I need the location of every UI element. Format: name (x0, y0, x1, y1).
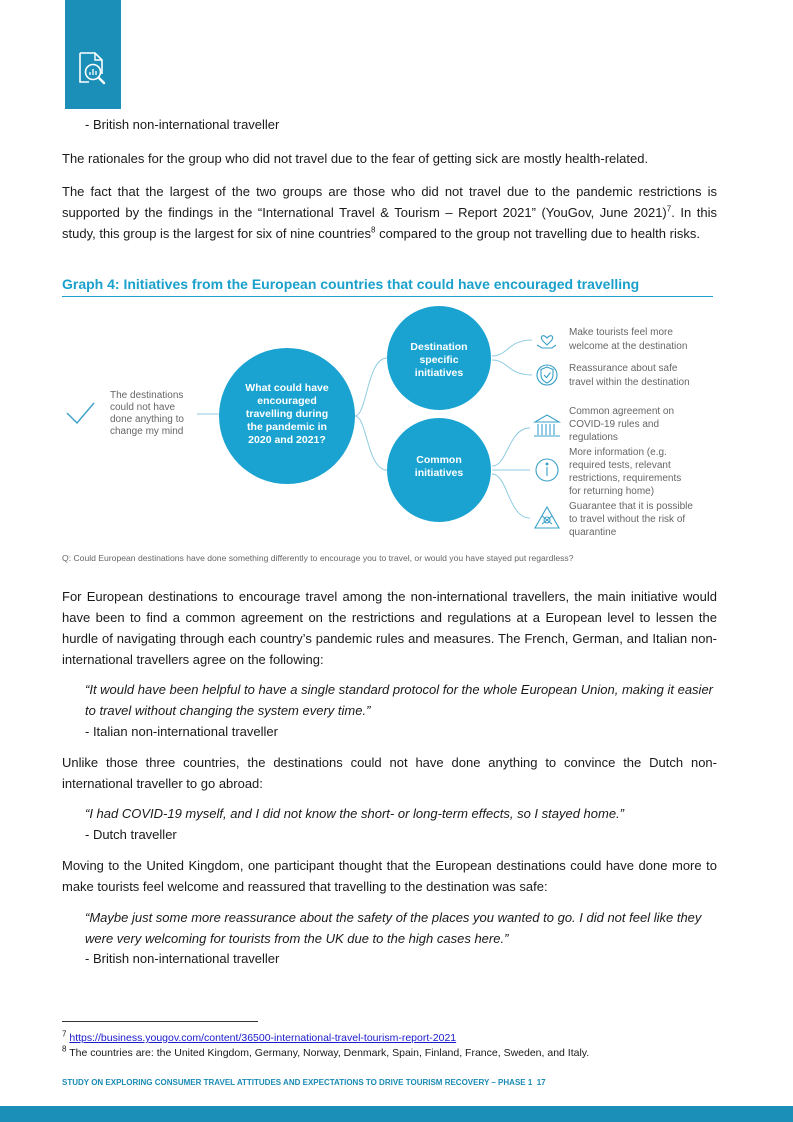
center-text (245, 382, 329, 446)
center-text-line: the pandemic in (247, 421, 327, 433)
item-text-line: Guarantee that it is possible (569, 501, 693, 512)
paragraph-uk: Moving to the United Kingdom, one participant thought that the European destinations could have done more to make tourists feel welcome and reassured that travelling to the destination was safe: (62, 858, 717, 894)
destination-label-line: initiatives (414, 367, 464, 379)
connector-line (355, 416, 387, 470)
footnote-ref-8[interactable]: 8 (371, 225, 376, 235)
paragraph-findings: The fact that the largest of the two groups are those who did not travel due to the pandemic restrictions is supported by the findings in the “International Travel & Tourism – Report 2021” (YouGov, June 2021)$^7$. In this study, this group is the largest for six of nine countries$^8$ compared to the group not travelling due to health risks. (62, 184, 717, 241)
left-note-line: could not have (110, 402, 176, 413)
footnote-7: $^7$ https://business.yougov.com/content/36500-international-travel-tourism-report-2021 (62, 1029, 457, 1044)
institution-icon (534, 415, 560, 436)
items-text (568, 327, 693, 538)
item-text-line: travel within the destination (569, 377, 690, 388)
center-text-line: 2020 and 2021? (248, 434, 326, 446)
item-text-line: Reassurance about safe (569, 363, 678, 374)
destination-label-line: specific (419, 354, 459, 366)
left-note (110, 390, 184, 437)
item-text-line: More information (e.g. (569, 447, 667, 458)
branch-lines (492, 340, 532, 518)
item-text-line: welcome at the destination (569, 341, 688, 352)
page-number: 17 (536, 1078, 546, 1087)
quote-dutch: “I had COVID-19 myself, and I did not know the short- or long-term effects, so I stayed home.” (85, 806, 625, 821)
common-label-line: Common (416, 454, 462, 466)
center-text-line: travelling during (245, 408, 329, 420)
paragraph-encourage: For European destinations to encourage travel among the non-international travellers, the main initiative would have been to find a common agreement on the restrictions and regulations at a European level to lessen the hurdle of navigating through each country’s pandemic rules and measures. The French, German, and Italian non-international travellers agree on the following: (62, 589, 717, 667)
item-text-line: restrictions, requirements (569, 473, 682, 484)
item-text-line: COVID-19 rules and (569, 419, 660, 430)
footnote-ref-7[interactable]: 7 (666, 204, 672, 214)
check-icon (67, 403, 94, 423)
footnote-8: $^8$ The countries are: the United Kingdom, Germany, Norway, Denmark, Spain, Finland, France, Sweden, and Italy. (62, 1044, 590, 1059)
paragraph-dutch: Unlike those three countries, the destinations could not have done anything to convince the Dutch non-international traveller to go abroad: (62, 755, 717, 791)
page-footer (62, 1078, 546, 1087)
item-text-line: Make tourists feel more (569, 327, 673, 338)
connector-line (355, 358, 387, 416)
item-text-line: Common agreement on (569, 406, 675, 417)
bottom-bar (0, 1106, 793, 1122)
attribution-italian: - Italian non-international traveller (85, 724, 278, 739)
left-note-line: done anything to (110, 414, 184, 425)
item-text-line: to travel without the risk of (569, 514, 686, 525)
branch-line (492, 360, 532, 375)
common-label-line: initiatives (414, 467, 464, 479)
initiatives-infographic (62, 300, 722, 548)
left-note-line: change my mind (110, 426, 184, 437)
center-text-line: What could have (245, 382, 329, 394)
paragraph-rationales: The rationales for the group who did not travel due to the fear of getting sick are mostly health-related. (62, 151, 649, 166)
item-text-line: regulations (569, 432, 618, 443)
branch-line (492, 474, 530, 518)
footer-title: STUDY ON EXPLORING CONSUMER TRAVEL ATTITUDES AND EXPECTATIONS TO DRIVE TOURISM RECOVERY – PHASE 1 (62, 1078, 533, 1087)
destination-label-line: Destination (410, 341, 468, 353)
heart-hand-icon (537, 336, 556, 348)
graph-caption: Q: Could European destinations have done something differently to encourage you to travel, or would you have stayed put regardless? (62, 553, 574, 563)
graph-title: Graph 4: Initiatives from the European countries that could have encouraged travelling (62, 276, 713, 297)
report-search-icon (76, 50, 108, 88)
common-label (415, 454, 464, 479)
quote-italian: “It would have been helpful to have a single standard protocol for the whole European Union, making it easier to travel without changing the system every time.” (85, 682, 713, 718)
quote-uk: “Maybe just some more reassurance about the safety of the places you wanted to go. I did not feel like they were very welcoming for tourists from the UK due to the high cases here.” (85, 910, 702, 946)
branch-line (492, 340, 532, 356)
left-note-line: The destinations (110, 390, 184, 401)
header-tab (65, 0, 121, 109)
branch-line (492, 428, 530, 466)
item-text-line: for returning home) (569, 486, 655, 497)
attribution-dutch: - Dutch traveller (85, 827, 177, 842)
shield-check-icon (537, 365, 557, 385)
item-text-line: quarantine (569, 527, 617, 538)
item-text-line: required tests, relevant (569, 460, 671, 471)
biohazard-warning-icon (535, 507, 559, 528)
center-text-line: encouraged (257, 395, 317, 407)
footnote-divider (62, 1021, 258, 1022)
attribution-uk: - British non-international traveller (85, 951, 280, 966)
info-icon (536, 459, 558, 481)
attribution-top: - British non-international traveller (85, 117, 280, 132)
footnote-7-link[interactable]: https://business.yougov.com/content/36500-international-travel-tourism-report-2021 (69, 1032, 457, 1044)
